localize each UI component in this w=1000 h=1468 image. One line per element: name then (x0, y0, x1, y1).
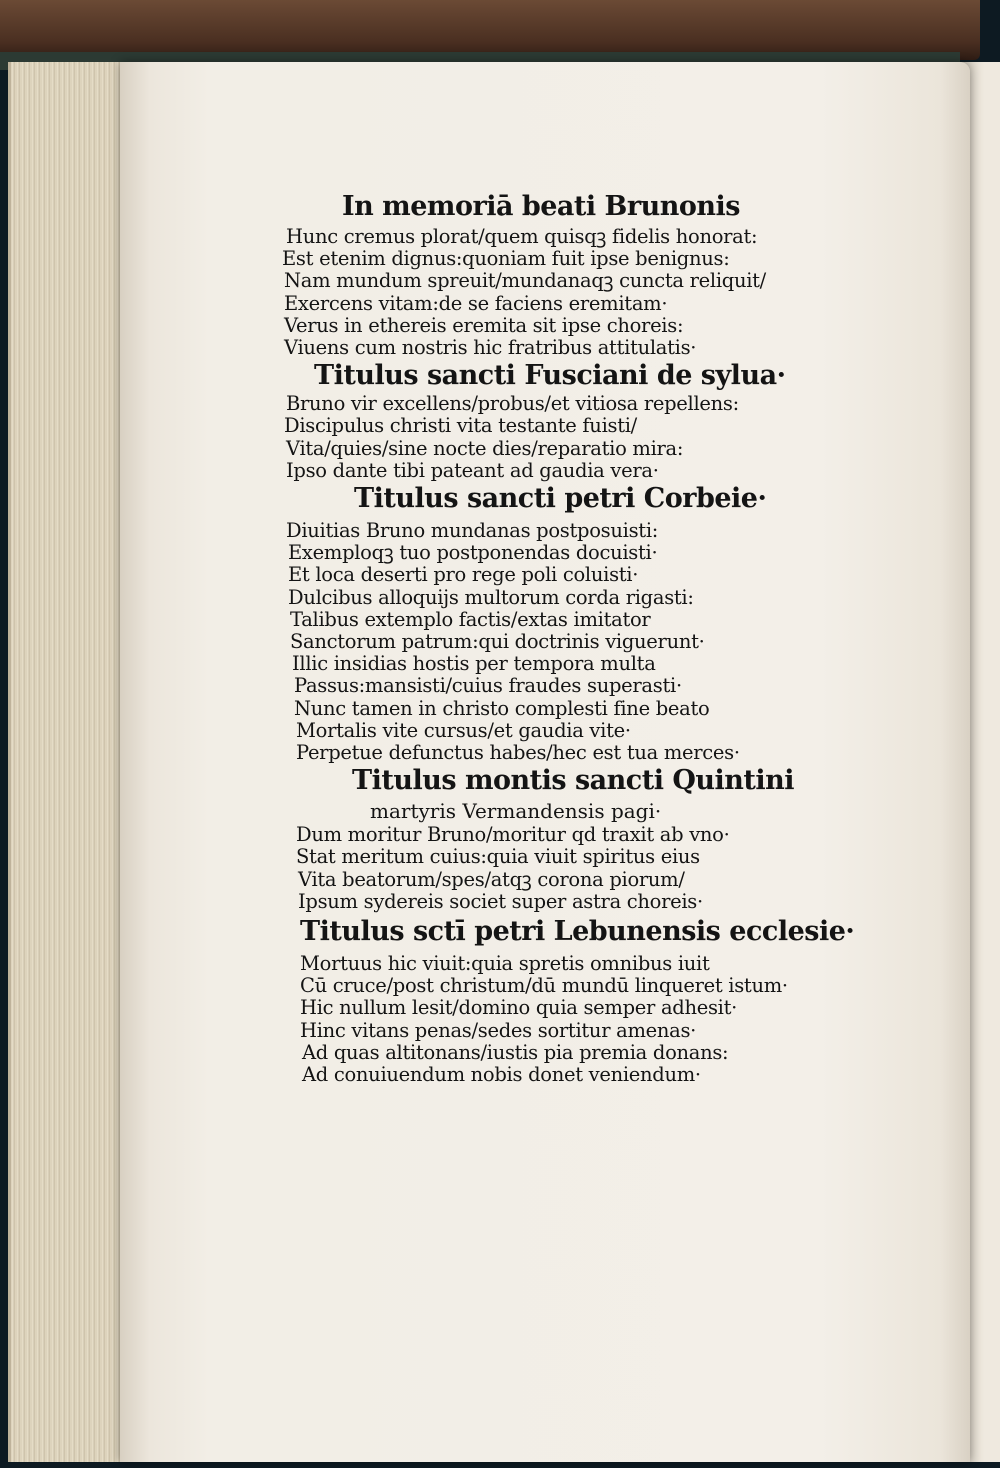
verse-line: Ad conuiuendum nobis donet veniendum· (302, 1063, 701, 1087)
verse-line: Stat meritum cuius:quia viuit spiritus eius (296, 845, 700, 869)
verse-line: Vita beatorum/spes/atqꝫ corona piorum/ (298, 867, 685, 891)
verse-block-4 (270, 824, 810, 913)
verse-line: Bruno vir excellens/probus/et vitiosa repellens: (286, 392, 739, 416)
verse-line: Nam mundum spreuit/mundanaqꝫ cuncta reliquit/ (284, 269, 766, 293)
section-subtitle: martyris Vermandensis pagi· (370, 799, 662, 824)
verse-line: Dum moritur Bruno/moritur qd traxit ab vno· (296, 823, 730, 847)
verse-line: Diuitias Bruno mundanas postposuisti: (286, 519, 659, 543)
verse-line: Et loca deserti pro rege poli coluisti· (288, 563, 639, 587)
verse-block-3 (270, 520, 810, 764)
section-title: Titulus sctī petri Lebunensis ecclesie· (300, 916, 855, 948)
verse-line: Est etenim dignus:quoniam fuit ipse benignus: (282, 247, 730, 271)
verse-line: Discipulus christi vita testante fuisti/ (284, 414, 637, 438)
page-heading: In memoriā beati Brunonis (342, 191, 740, 222)
verse-line: Passus:mansisti/cuius fraudes superasti· (294, 674, 682, 698)
verse-line: Illic insidias hostis per tempora multa (292, 652, 656, 676)
book-cover-edge (0, 0, 980, 60)
verse-line: Cū cruce/post christum/dū mundū linqueret istum· (300, 974, 788, 998)
verse-line: Ad quas altitonans/iustis pia premia donans: (302, 1040, 729, 1064)
verse-line: Vita/quies/sine nocte dies/reparatio mira: (286, 436, 684, 460)
section-title: Titulus montis sancti Quintini (352, 765, 795, 797)
verse-line: Mortuus hic viuit:quia spretis omnibus iuit (300, 952, 710, 976)
verse-line: Ipso dante tibi pateant ad gaudia vera· (286, 458, 659, 482)
verse-line: Ipsum sydereis societ super astra choreis· (298, 889, 703, 913)
verse-line: Mortalis vite cursus/et gaudia vite· (296, 718, 631, 742)
verse-line: Hic nullum lesit/domino quia semper adhesit· (300, 996, 738, 1020)
page-text (270, 190, 855, 1087)
verse-block-5 (270, 953, 810, 1086)
verse-block-2 (270, 393, 810, 482)
verse-line: Verus in ethereis eremita sit ipse choreis: (284, 313, 684, 337)
verse-line: Viuens cum nostris hic fratribus attitulatis· (284, 336, 697, 360)
verse-line: Sanctorum patrum:qui doctrinis viguerunt· (290, 630, 705, 654)
section-title: Titulus sancti petri Corbeie· (354, 483, 767, 515)
verse-line: Talibus extemplo factis/extas imitator (290, 607, 651, 631)
verse-line: Hunc cremus plorat/quem quisqꝫ fidelis honorat: (286, 225, 758, 248)
verse-line: Exemploqꝫ tuo postponendas docuisti· (288, 541, 658, 565)
verse-line: Nunc tamen in christo complesti fine beato (294, 696, 710, 720)
section-title: Titulus sancti Fusciani de sylua· (314, 360, 786, 392)
verse-line: Hinc vitans penas/sedes sortitur amenas· (300, 1018, 697, 1042)
verse-block-1 (270, 226, 810, 359)
verse-line: Exercens vitam:de se faciens eremitam· (284, 291, 668, 315)
verse-line: Perpetue defunctus habes/hec est tua merces· (296, 741, 740, 765)
verse-line: Dulcibus alloquijs multorum corda rigasti: (288, 585, 694, 609)
